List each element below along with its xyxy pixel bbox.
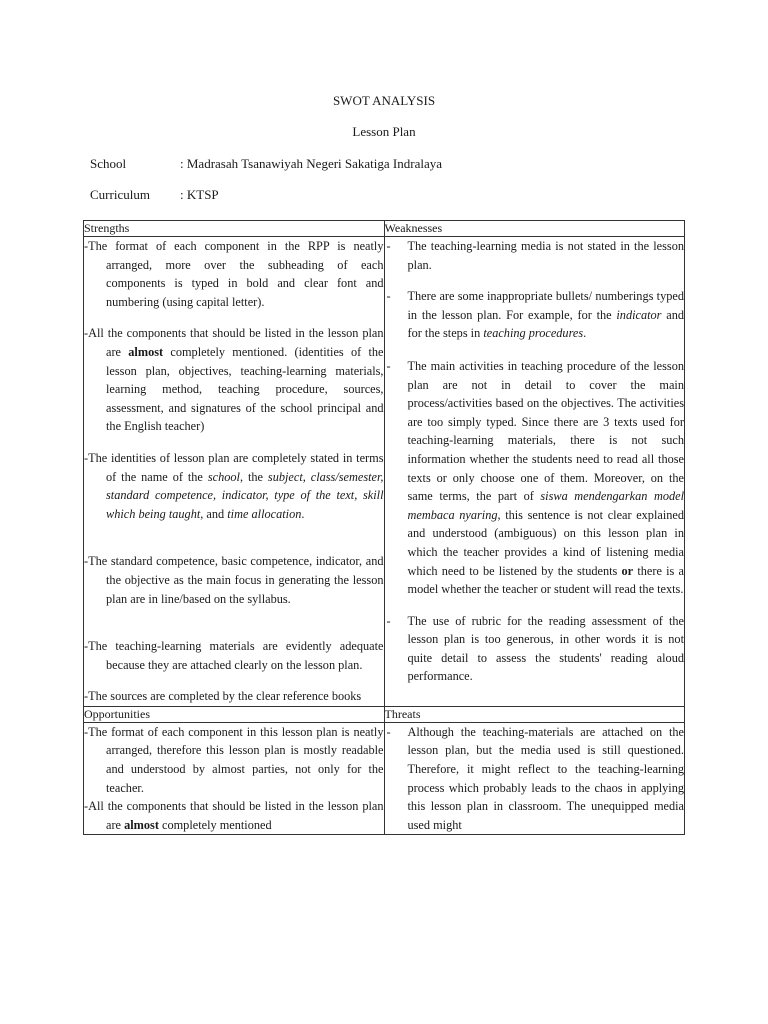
weakness-item: - The teaching-learning media is not stated in the lesson plan. bbox=[386, 239, 684, 272]
opportunity-item: -All the components that should be listed in the lesson plan are almost completely mentioned bbox=[84, 799, 384, 832]
opportunity-item: -The format of each component in this lesson plan is neatly arranged, therefore this lesson plan is mostly readable and understood by almost parties, not only for the teacher. bbox=[84, 724, 384, 795]
opportunities-cell bbox=[84, 722, 385, 835]
curriculum-value: : KTSP bbox=[180, 187, 219, 202]
swot-table bbox=[83, 220, 685, 835]
threats-cell bbox=[384, 722, 685, 835]
school-label: School bbox=[90, 156, 127, 171]
weakness-item: - The main activities in teaching procedure of the lesson plan are not in detail to cover the main process/activities based on the objectives. The activities are too simply typed. Since there are 3 texts used for teaching-learning materials, there is not such information whether the students need to read all those texts or only choose one of them. Moreover, on the same terms, the part of siswa mendengarkan model membaca nyaring, this sentence is not clear explained and understood (ambiguous) on this lesson plan in which the teacher provides a kind of listening media which need to be listened by the students or there is a model whether the teacher or student will read the texts. bbox=[386, 358, 684, 597]
weakness-item: - The use of rubric for the reading assessment of the lesson plan is too generous, in other words it is not quite detail to assess the students' reading aloud performance. bbox=[386, 613, 684, 684]
document-subtitle: Lesson Plan bbox=[352, 124, 416, 139]
strength-item: -The standard competence, basic competence, indicator, and the objective as the main focus in generating the lesson plan are in line/based on the syllabus. bbox=[84, 554, 384, 606]
threat-item: - Although the teaching-materials are attached on the lesson plan, but the media used is still questioned. Therefore, it might reflect to the teaching-learning process which probably leads to the chaos in applying this lesson plan in classroom. The unequipped media used might bbox=[386, 724, 684, 832]
bullet-dash: - bbox=[386, 724, 391, 739]
weaknesses-header: Weaknesses bbox=[384, 221, 685, 237]
curriculum-label: Curriculum bbox=[90, 187, 150, 202]
strength-item: -The sources are completed by the clear reference books bbox=[84, 689, 362, 704]
strength-item: -The format of each component in the RPP is neatly arranged, more over the subheading of each components is typed in bold and clear font and numbering (using capital letter). bbox=[84, 239, 384, 309]
weaknesses-cell bbox=[384, 237, 685, 707]
strength-item: -The identities of lesson plan are completely stated in terms of the name of the school, the subject, class/semester, standard competence, indicator, type of the text, skill which being taught, and time allocation. bbox=[84, 450, 384, 521]
bullet-dash: - bbox=[386, 358, 391, 373]
bullet-dash: - bbox=[386, 239, 391, 253]
bullet-dash: - bbox=[386, 289, 391, 304]
bullet-dash: - bbox=[386, 613, 391, 628]
strengths-header: Strengths bbox=[84, 221, 385, 237]
strengths-cell bbox=[84, 237, 385, 707]
document-title: SWOT ANALYSIS bbox=[332, 93, 436, 108]
weakness-item: - There are some inappropriate bullets/ numberings typed in the lesson plan. For example, for the indicator and for the steps in teaching procedures. bbox=[386, 289, 684, 341]
school-value: : Madrasah Tsanawiyah Negeri Sakatiga Indralaya bbox=[180, 156, 442, 171]
threats-header: Threats bbox=[384, 706, 685, 722]
opportunities-header: Opportunities bbox=[84, 706, 385, 722]
strength-item: -The teaching-learning materials are evidently adequate because they are attached clearly on the lesson plan. bbox=[84, 639, 384, 672]
strength-item: -All the components that should be listed in the lesson plan are almost completely mentioned. (identities of the lesson plan, objectives, teaching-learning materials, learning method, teaching procedure, sources, assessment, and signatures of the school principal and the English teacher) bbox=[84, 326, 384, 434]
